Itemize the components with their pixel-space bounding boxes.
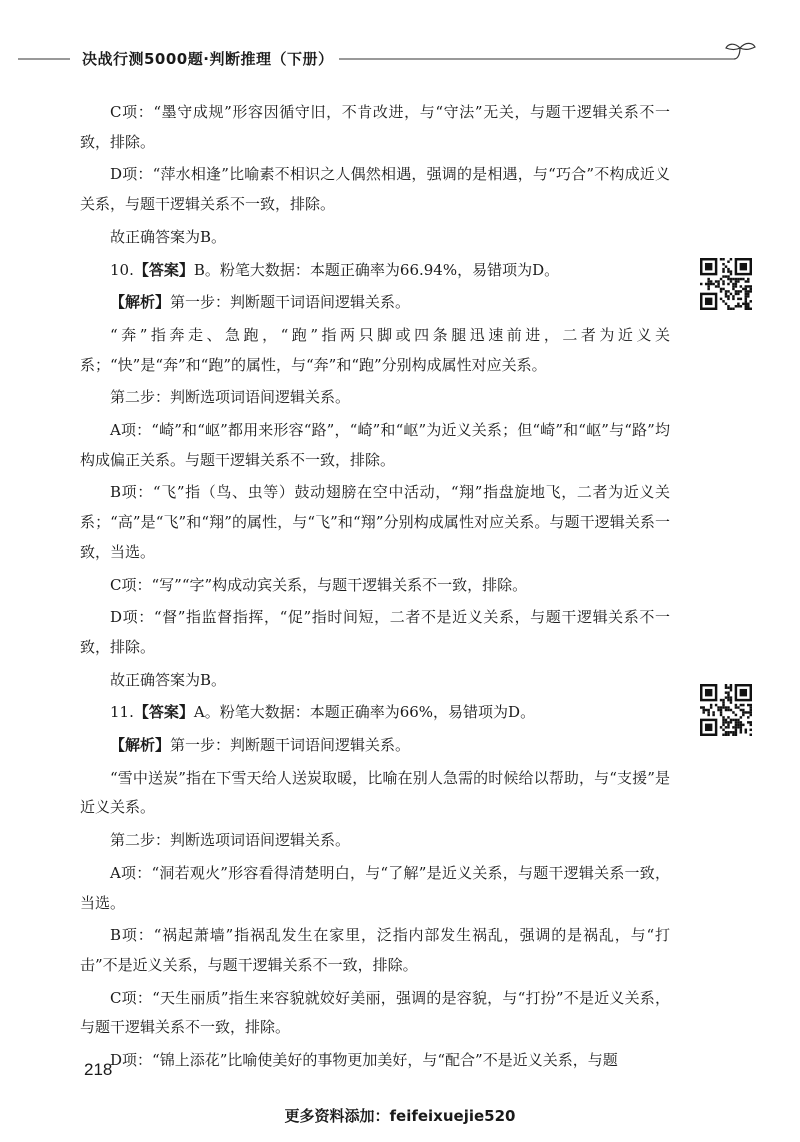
answer-text: B。粉笔大数据：本题正确率为66.94%，易错项为D。 bbox=[193, 260, 560, 279]
paragraph: D项：“萍水相逢”比喻素不相识之人偶然相遇，强调的是相遇，与“巧合”不构成近义关系，与题干逻辑关系不一致，排除。 bbox=[80, 165, 670, 214]
qr-code-icon[interactable] bbox=[700, 684, 752, 736]
question-number: 11. bbox=[110, 703, 134, 722]
answer-line-q10 bbox=[80, 256, 670, 286]
analysis-tag: 【解析】 bbox=[110, 293, 171, 312]
analysis-line-q11 bbox=[80, 731, 670, 761]
paragraph: 故正确答案为B。 bbox=[110, 670, 227, 689]
answer-line-q11 bbox=[80, 698, 670, 728]
paragraph: 第二步：判断选项词语间逻辑关系。 bbox=[110, 831, 351, 850]
analysis-text: 第一步：判断题干词语间逻辑关系。 bbox=[170, 293, 411, 312]
paragraph: C项：“写”“字”构成动宾关系，与题干逻辑关系不一致，排除。 bbox=[110, 575, 528, 594]
paragraph: A项：“崎”和“岖”都用来形容“路”，“崎”和“岖”为近义关系；但“崎”和“岖”与“路”均构成偏正关系。与题干逻辑关系不一致，排除。 bbox=[80, 421, 670, 469]
answer-tag: 【答案】 bbox=[133, 260, 194, 279]
header-title: 决战行测5000题·判断推理（下册） bbox=[76, 48, 339, 69]
paragraph: D项：“督”指监督指挥，“促”指时间短，二者不是近义关系，与题干逻辑关系不一致，排除。 bbox=[80, 608, 670, 656]
page-header bbox=[18, 40, 758, 80]
page-number: 218 bbox=[84, 1060, 113, 1079]
paragraph: B项：“飞”指（鸟、虫等）鼓动翅膀在空中活动，“翔”指盘旋地飞，二者为近义关系；“高”是“飞”和“翔”的属性，与“飞”和“翔”分别构成属性对应关系。与题干逻辑关系一致，当选。 bbox=[80, 483, 670, 561]
sprout-icon bbox=[726, 43, 755, 59]
paragraph: D项：“锦上添花”比喻使美好的事物更加美好，与“配合”不是近义关系，与题 bbox=[110, 1051, 618, 1070]
answer-tag: 【答案】 bbox=[133, 703, 194, 722]
answer-text: A。粉笔大数据：本题正确率为66%，易错项为D。 bbox=[193, 703, 536, 722]
page-body bbox=[80, 98, 670, 1076]
paragraph: 故正确答案为B。 bbox=[110, 227, 227, 246]
analysis-line-q10 bbox=[80, 288, 670, 318]
footer-note: 更多资料添加：feifeixuejie520 bbox=[284, 1107, 516, 1125]
paragraph: “雪中送炭”指在下雪天给人送炭取暖，比喻在别人急需的时候给以帮助，与“支援”是近义关系。 bbox=[80, 768, 670, 817]
question-number: 10. bbox=[110, 260, 134, 279]
paragraph: C项：“墨守成规”形容因循守旧，不肯改进，与“守法”无关，与题干逻辑关系不一致，排除。 bbox=[80, 103, 670, 151]
paragraph: A项：“洞若观火”形容看得清楚明白，与“了解”是近义关系，与题干逻辑关系一致，当选。 bbox=[80, 863, 670, 912]
paragraph: “奔”指奔走、急跑，“跑”指两只脚或四条腿迅速前进，二者为近义关系；“快”是“奔”和“跑”的属性，与“奔”和“跑”分别构成属性对应关系。 bbox=[80, 325, 670, 374]
qr-code-icon[interactable] bbox=[700, 258, 752, 310]
paragraph: 第二步：判断选项词语间逻辑关系。 bbox=[110, 388, 351, 407]
analysis-text: 第一步：判断题干词语间逻辑关系。 bbox=[170, 736, 411, 755]
paragraph: B项：“祸起萧墙”指祸乱发生在家里，泛指内部发生祸乱，强调的是祸乱，与“打击”不是近义关系，与题干逻辑关系不一致，排除。 bbox=[80, 926, 670, 974]
paragraph: C项：“天生丽质”指生来容貌就姣好美丽，强调的是容貌，与“打扮”不是近义关系，与题干逻辑关系不一致，排除。 bbox=[80, 988, 670, 1037]
analysis-tag: 【解析】 bbox=[110, 736, 171, 755]
